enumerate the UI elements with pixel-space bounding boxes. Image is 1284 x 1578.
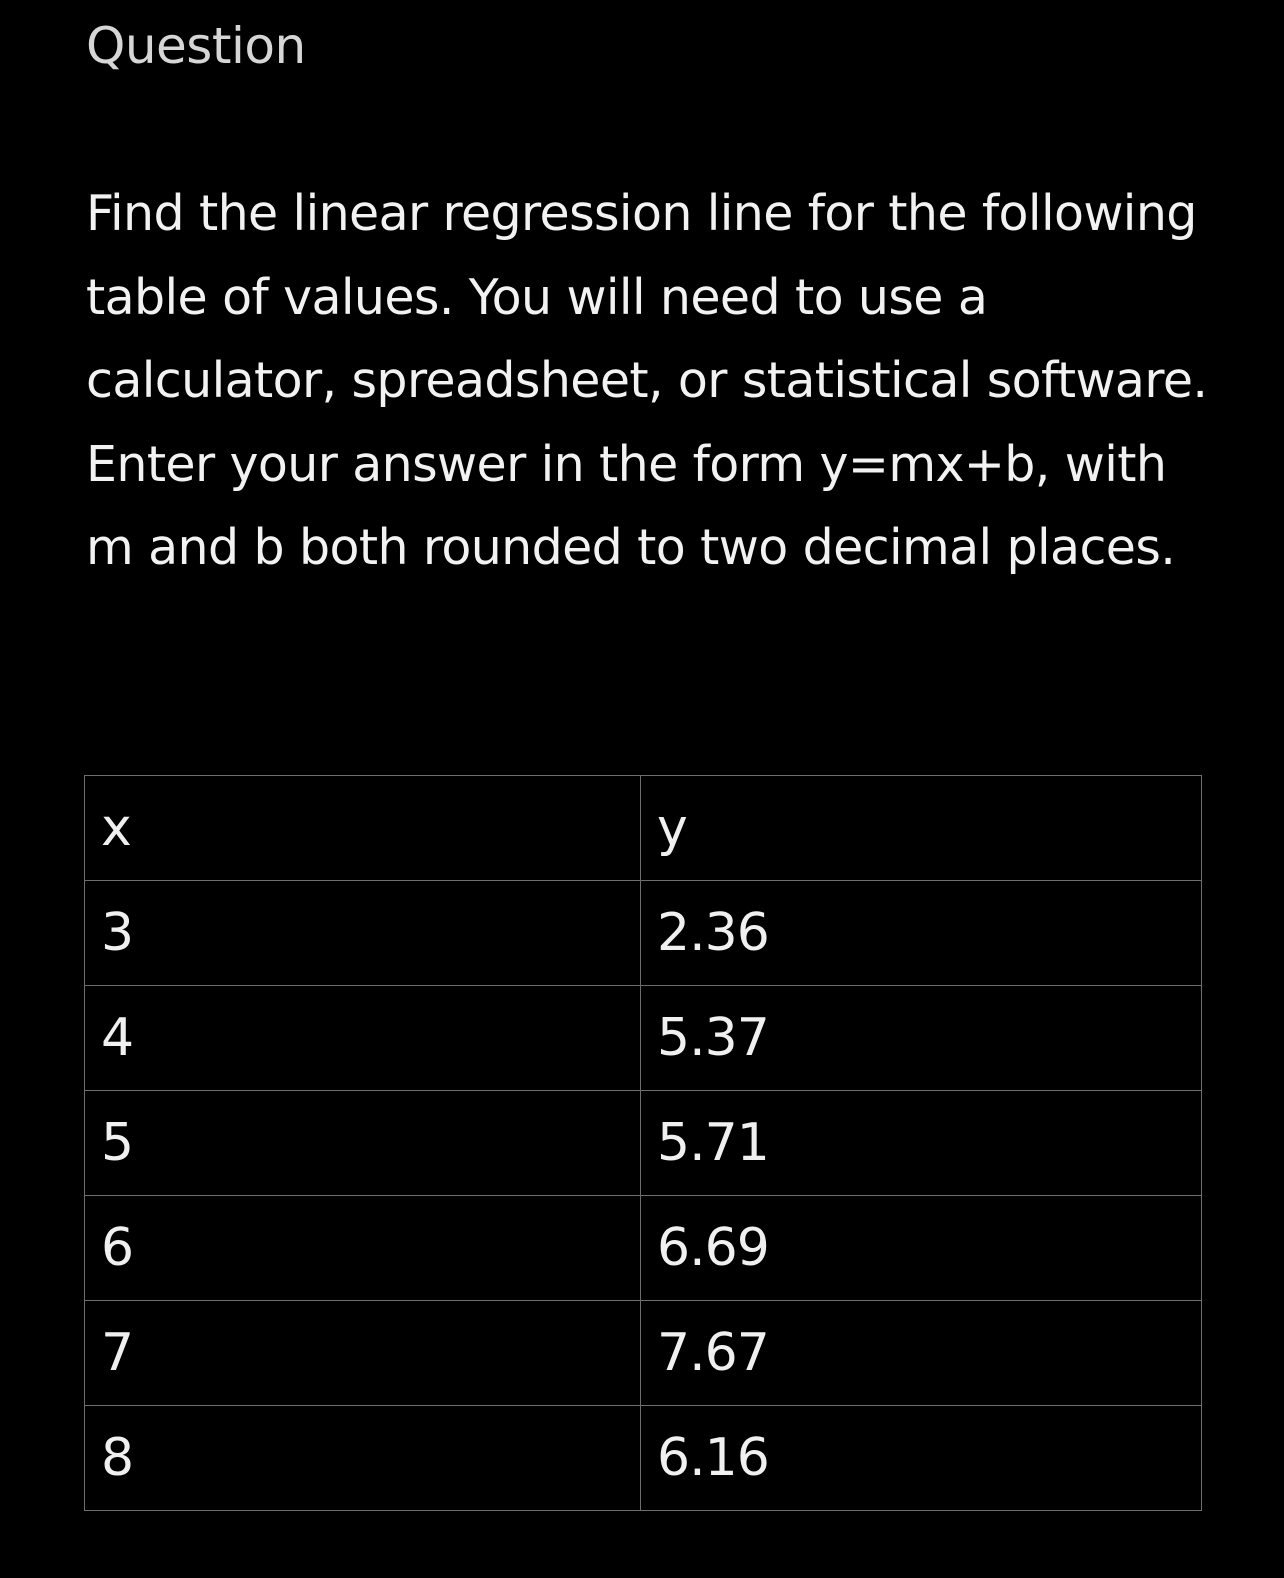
cell-x: 7 <box>85 1301 641 1406</box>
column-header-x: x <box>85 776 641 881</box>
cell-x: 3 <box>85 881 641 986</box>
question-text <box>86 172 1216 590</box>
cell-x: 8 <box>85 1406 641 1511</box>
table-row <box>85 986 1202 1091</box>
table-row <box>85 1406 1202 1511</box>
column-header-y: y <box>641 776 1202 881</box>
cell-x: 5 <box>85 1091 641 1196</box>
table-row <box>85 1301 1202 1406</box>
table-row <box>85 1196 1202 1301</box>
cell-x: 6 <box>85 1196 641 1301</box>
cell-y: 6.69 <box>641 1196 1202 1301</box>
cell-y: 6.16 <box>641 1406 1202 1511</box>
page-heading: Question <box>86 17 306 75</box>
question-instructions: Find the linear regression line for the following table of values. You will need to use a calculator, spreadsheet, or statistical software. <box>86 185 1208 409</box>
table-row <box>85 1091 1202 1196</box>
cell-y: 2.36 <box>641 881 1202 986</box>
cell-y: 7.67 <box>641 1301 1202 1406</box>
answer-format-instructions: Enter your answer in the form y=mx+b, with m and b both rounded to two decimal places. <box>86 435 1176 576</box>
cell-x: 4 <box>85 986 641 1091</box>
table-row <box>85 881 1202 986</box>
cell-y: 5.37 <box>641 986 1202 1091</box>
values-table <box>84 775 1202 1511</box>
table-header-row <box>85 776 1202 881</box>
cell-y: 5.71 <box>641 1091 1202 1196</box>
